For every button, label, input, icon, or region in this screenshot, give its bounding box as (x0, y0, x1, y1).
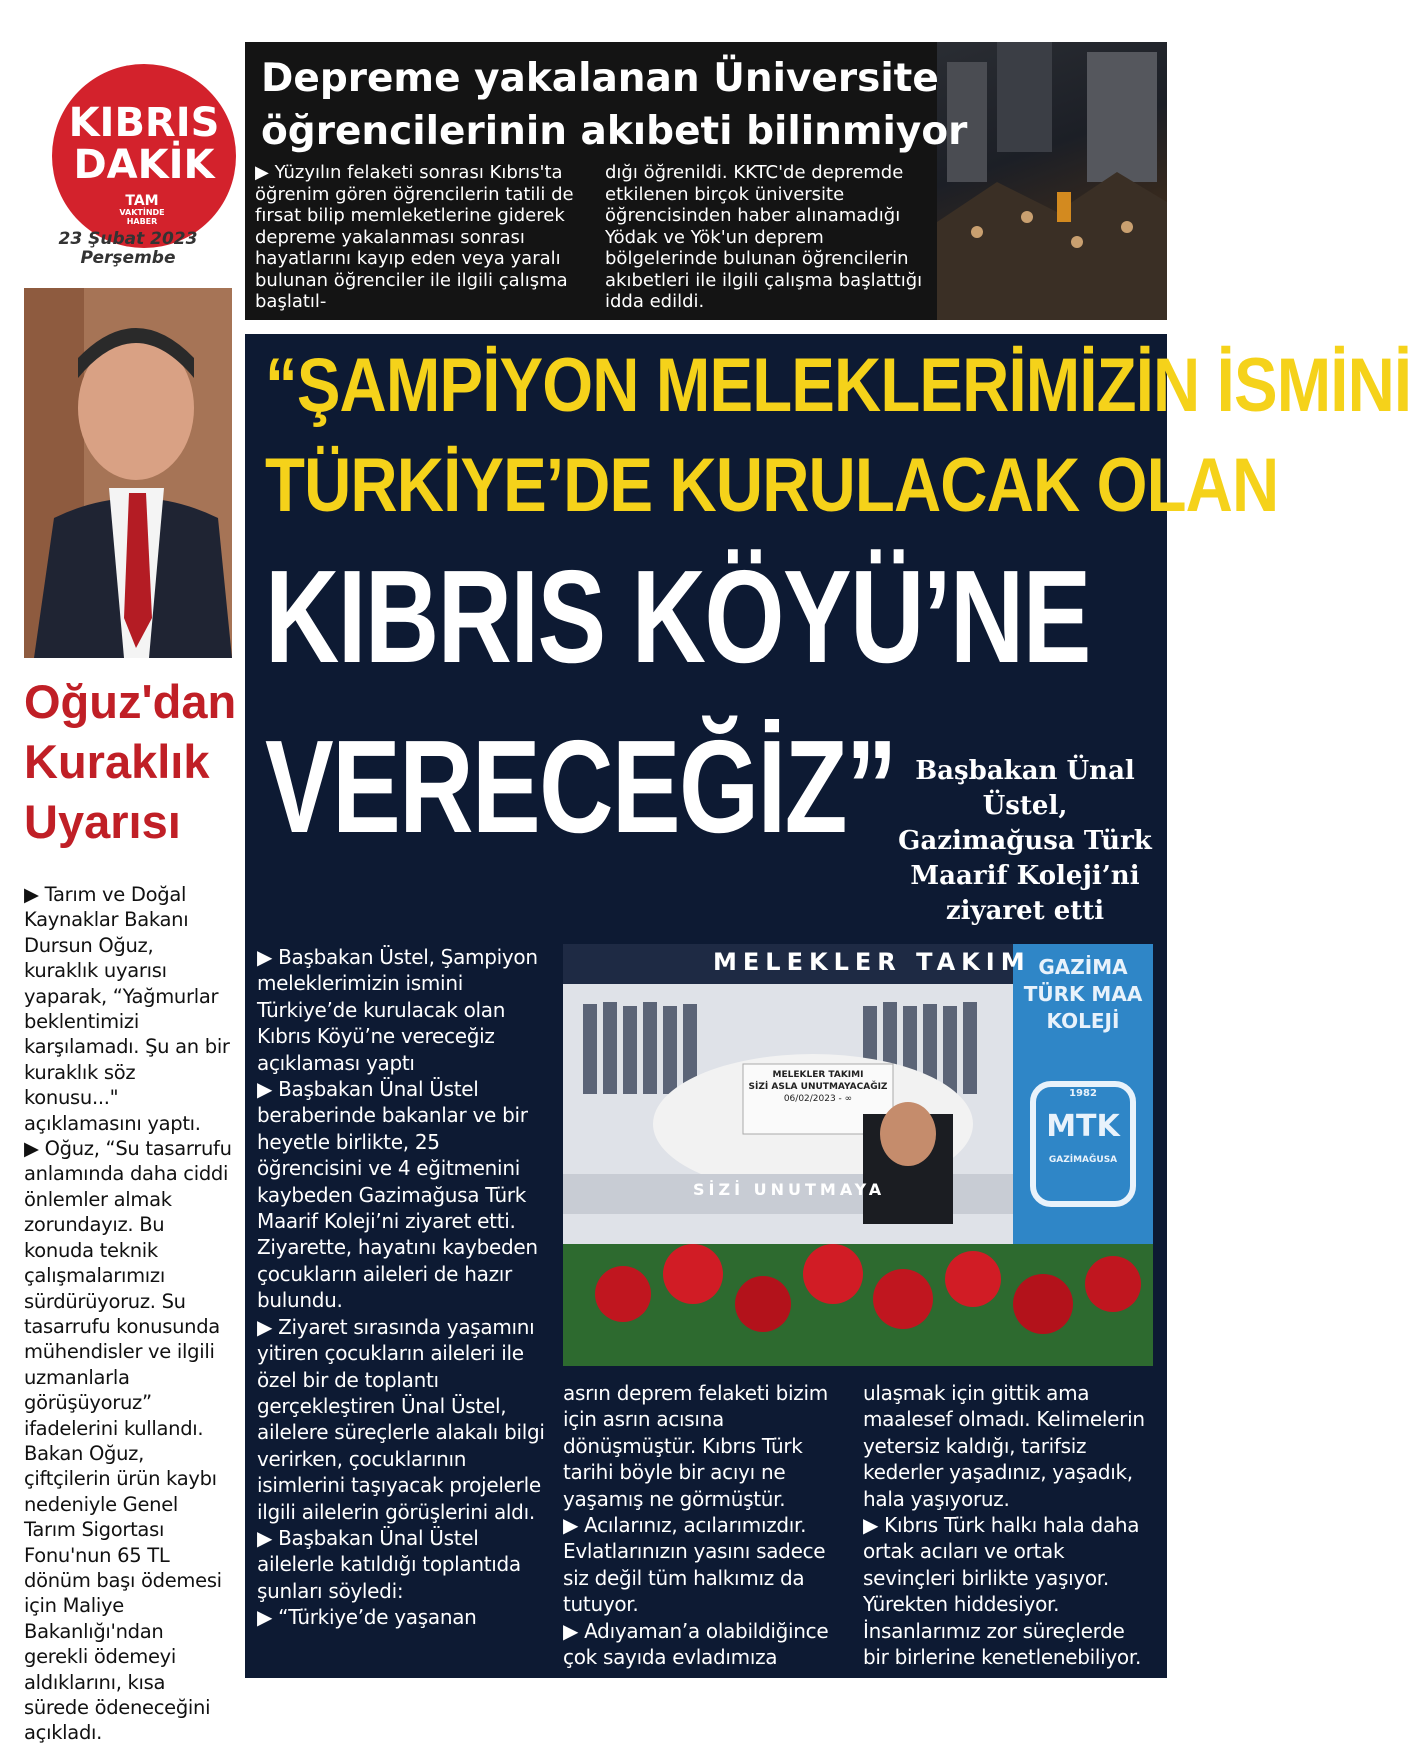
plaque-title: MELEKLER TAKIMI (772, 1070, 864, 1080)
issue-date-text: 23 Şubat 2023 (58, 229, 198, 249)
main-paragraph: ▶ Ziyaret sırasında yaşamını yitiren çocukların aileleri ile özel bir de toplantı gerçekleştiren Ünal Üstel, ailelere süreçlerle alakalı bilgi verirken, çocuklarının isimlerini taşıyacak projelerle ilgili ailelerin görüşlerini aldı. (257, 1314, 545, 1524)
main-paragraph: ▶ Başbakan Üstel, Şampiyon meleklerimizin ismini Türkiye’de kurulacak olan Kıbrıs Köyü’ne vereceğiz açıklaması yaptı (257, 945, 538, 1075)
school-line3: KOLEJİ (1046, 1009, 1120, 1033)
portrait-illustration (24, 288, 232, 658)
plaque-date: 06/02/2023 - ∞ (783, 1094, 853, 1104)
logo-tagline-1: TAM (125, 193, 159, 209)
main-headline-line3: KIBRIS KÖYÜ’NE (265, 543, 1090, 690)
wall-text: SİZİ UNUTMAYA (693, 1180, 886, 1199)
logo-tagline-2: VAKTİNDE (119, 208, 165, 217)
main-paragraph: asrın deprem felaketi bizim için asrın acısına dönüşmüştür. Kıbrıs Türk tarihi böyle bir acıyı ne yaşamış ne görmüştür. (563, 1381, 828, 1511)
logo-tagline-3: HABER (126, 217, 158, 226)
main-paragraph: ▶ Acılarınız, acılarımızdır. Evlatlarınızın yasını sadece siz değil tüm halkımız da tutuyor. (563, 1513, 826, 1617)
main-paragraph: ▶ “Türkiye’de yaşanan (257, 1605, 477, 1630)
minister-portrait-photo (24, 288, 232, 658)
side-paragraph: Bakan Oğuz, çiftçilerin ürün kaybı nedeniyle Genel Tarım Sigortası Fonu'nun 65 TL dönüm başı ödemesi için Maliye Bakanlığı'ndan gerekli ödemeyi aldıklarını, kısa sürede ödeneceğini açıkladı. (24, 1441, 222, 1745)
main-paragraph: ▶ Başbakan Ünal Üstel beraberinde bakanlar ve bir heyetle birlikte, 25 öğrencisini ve 4 eğitmenini kaybeden Gazimağusa Türk Maarif Koleji’ni ziyaret etti. Ziyarette, hayatını kaybeden çocukların aileleri de hazır bulundu. (257, 1077, 538, 1313)
side-headline-line1: Oğuz'dan (24, 675, 237, 728)
main-story-deck: Başbakan Ünal Üstel, Gazimağusa Türk Maarif Koleji’ni ziyaret etti (898, 756, 1152, 926)
side-paragraph: ▶ Tarım ve Doğal Kaynaklar Bakanı Dursun Oğuz, kuraklık uyarısı yaparak, “Yağmurlar beklentimizi karşılamadı. Şu an bir kuraklık söz konusu..." açıklamasını yaptı. (24, 883, 230, 1135)
memorial-visit-photo (563, 944, 1153, 1366)
issue-day-text: Perşembe (80, 248, 176, 268)
top-headline-line2: öğrencilerinin akıbeti bilinmiyor (261, 109, 968, 154)
logo-word-dakik: DAKİK (73, 142, 215, 188)
main-col3 (863, 1380, 1153, 1670)
top-story (245, 42, 1167, 320)
crest-letters: MTK (1046, 1109, 1120, 1144)
side-paragraph: ▶ Oğuz, “Su tasarrufu anlamında daha ciddi önlemler almak zorundayız. Bu konuda teknik çalışmalarımızı sürdürüyoruz. Su tasarrufu konusunda mühendisler ve ilgili uzmanlarla görüşüyoruz” ifadelerini kullandı. (24, 1137, 232, 1440)
school-line2: TÜRK MAA (1023, 982, 1143, 1006)
top-story-headline (261, 52, 981, 158)
issue-date (24, 230, 232, 268)
logo-word-kibris: KIBRIS (68, 100, 220, 146)
main-paragraph: ▶ Adıyaman’a olabildiğince çok sayıda evladımıza (563, 1618, 829, 1670)
main-paragraph: ulaşmak için gittik ama maalesef olmadı. Kelimelerin yetersiz kaldığı, tarifsiz kederler yaşadınız, yaşadık, hala yaşıyoruz. (863, 1381, 1145, 1511)
plaque-subtitle: SİZİ ASLA UNUTMAYACAĞIZ (748, 1082, 888, 1092)
main-headline-line4: VERECEĞİZ” (265, 713, 896, 860)
top-story-col2: dığı öğrenildi. KKTC'de depremde etkilenen birçok üniversite öğrencisinden haber alınamadığı Yödak ve Yök'un deprem bölgelerinde bulunan öğrencilerin akıbetleri ile ilgili çalışma başlattığı idda edildi. (605, 162, 923, 312)
top-story-col1: ▶ Yüzyılın felaketi sonrası Kıbrıs'ta öğrenim gören öğrencilerin tatili de fırsat bilip memleketlerine giderek depreme yakalanması sonrası hayatlarını kayıp eden veya yaralı bulunan öğrenciler ile ilgili çalışma başlatıl- (255, 162, 574, 312)
main-paragraph: ▶ Başbakan Ünal Üstel ailelerle katıldığı toplantıda şunları söyledi: (257, 1525, 521, 1603)
side-story-headline (24, 672, 237, 852)
photo-banner-text: MELEKLER TAKIM (713, 948, 1031, 976)
main-story-panel (245, 334, 1411, 1678)
main-col1 (257, 944, 549, 1631)
main-col2 (563, 1380, 843, 1670)
side-headline-line3: Uyarısı (24, 795, 181, 848)
logo-circle (52, 64, 236, 248)
crest-year: 1982 (1069, 1088, 1097, 1099)
main-headline-line1: “ŞAMPİYON MELEKLERİMİZİN İSMİNİ (265, 343, 1411, 428)
school-crest (1033, 1088, 1133, 1165)
crest-city: GAZİMAĞUSA (1048, 1155, 1118, 1165)
main-paragraph: ▶ Kıbrıs Türk halkı hala daha ortak acıları ve ortak sevinçleri birlikte yaşıyor. Yürekten hiddesiyor. İnsanlarımız zor süreçlerde bir birlerine kenetlenebiliyor. (863, 1513, 1142, 1670)
school-sign (1015, 954, 1151, 1035)
side-headline-line2: Kuraklık (24, 735, 210, 788)
school-line1: GAZİMA (1038, 955, 1128, 979)
memorial-plaque (743, 1069, 893, 1105)
top-headline-line1: Depreme yakalanan Üniversite (261, 56, 939, 101)
main-headline-line2: TÜRKİYE’DE KURULACAK OLAN (265, 443, 1279, 528)
side-story-body (24, 882, 232, 1746)
